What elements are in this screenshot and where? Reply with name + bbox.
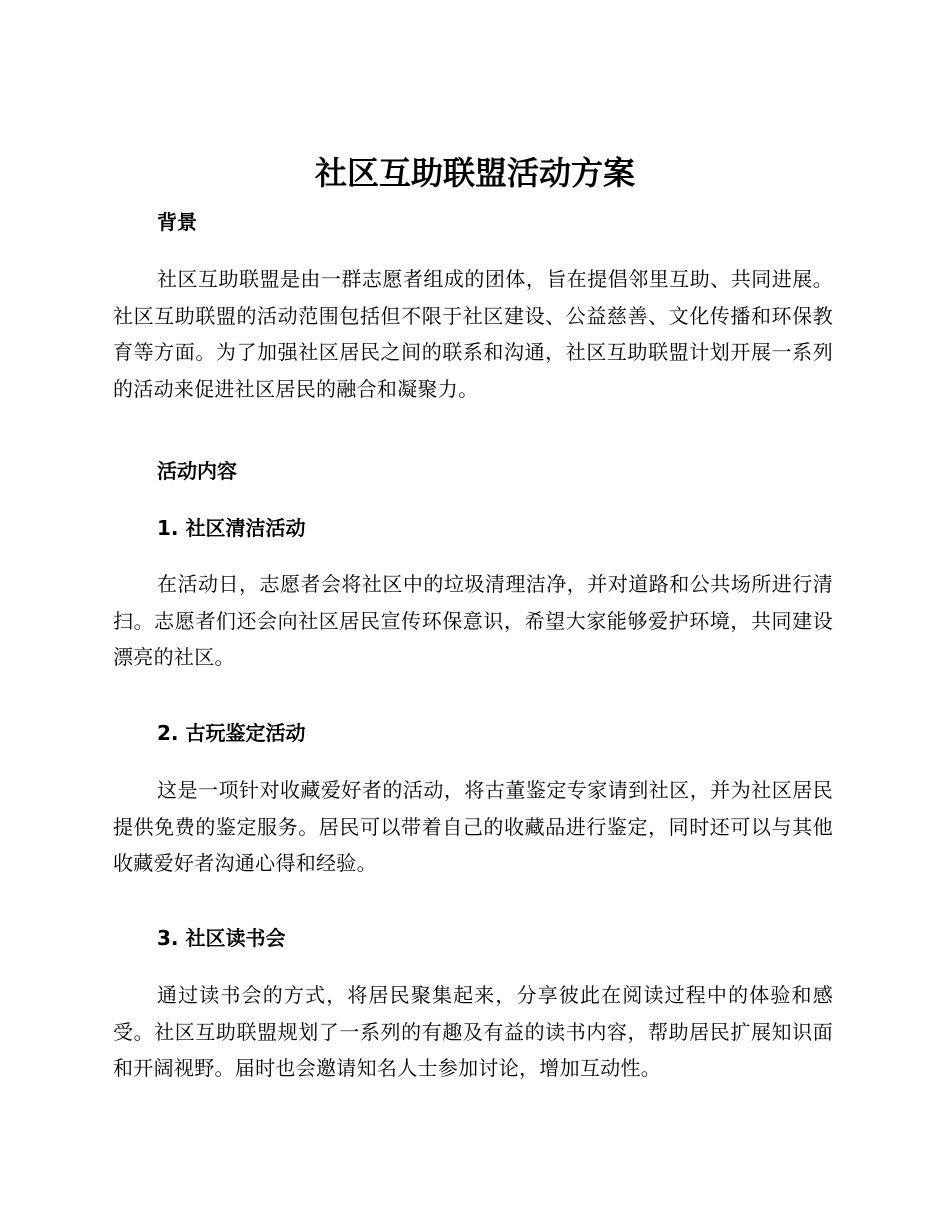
section-heading-background: 背景: [157, 210, 197, 234]
item-heading-reading-club: 3. 社区读书会: [157, 926, 286, 950]
paragraph-reading-club: 通过读书会的方式，将居民聚集起来，分享彼此在阅读过程中的体验和感受。社区互助联盟规划了一系列的有趣及有益的读书内容，帮助居民扩展知识面和开阔视野。届时也会邀请知名人士参加讨论，增加互动性。: [113, 983, 833, 1081]
item-heading-antique-appraisal: 2. 古玩鉴定活动: [157, 721, 306, 745]
section-heading-activity-content: 活动内容: [157, 459, 237, 483]
paragraph-antique-appraisal: 这是一项针对收藏爱好者的活动，将古董鉴定专家请到社区，并为社区居民提供免费的鉴定服务。居民可以带着自己的收藏品进行鉴定，同时还可以与其他收藏爱好者沟通心得和经验。: [113, 778, 833, 876]
item-heading-cleaning: 1. 社区清洁活动: [157, 516, 306, 540]
paragraph-background: 社区互助联盟是由一群志愿者组成的团体，旨在提倡邻里互助、共同进展。社区互助联盟的活动范围包括但不限于社区建设、公益慈善、文化传播和环保教育等方面。为了加强社区居民之间的联系和沟通，社区互助联盟计划开展一系列的活动来促进社区居民的融合和凝聚力。: [113, 267, 833, 401]
paragraph-cleaning: 在活动日，志愿者会将社区中的垃圾清理洁净，并对道路和公共场所进行清扫。志愿者们还会向社区居民宣传环保意识，希望大家能够爱护环境，共同建设漂亮的社区。: [113, 572, 833, 670]
page-title: 社区互助联盟活动方案: [314, 154, 635, 192]
